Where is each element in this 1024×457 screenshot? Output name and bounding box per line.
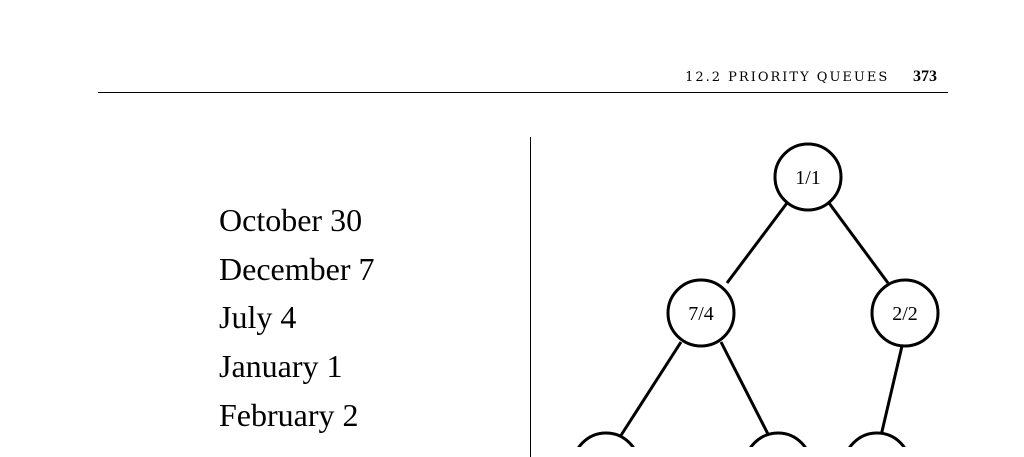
heap-node-right-left [844, 433, 910, 447]
edge-left-leftright [721, 342, 771, 440]
edge-root-left [727, 203, 787, 283]
edge-left-leftleft [618, 342, 681, 440]
edge-root-right [829, 203, 888, 283]
heap-node-root-label: 1/1 [795, 167, 821, 189]
date-item: January 1 [219, 348, 343, 385]
date-item: July 4 [219, 299, 297, 336]
date-item: February 2 [219, 396, 359, 433]
section-title: 12.2 PRIORITY QUEUES [685, 70, 890, 85]
page-number: 373 [913, 68, 937, 85]
heap-node-left-label: 7/4 [688, 303, 714, 325]
heap-node-left-left [573, 433, 639, 447]
heap-node-right-label: 2/2 [892, 303, 918, 325]
edge-right-rightleft [880, 346, 902, 440]
date-item: December 7 [219, 250, 375, 287]
heap-node-left-right [745, 433, 811, 447]
date-item: October 30 [219, 202, 363, 238]
